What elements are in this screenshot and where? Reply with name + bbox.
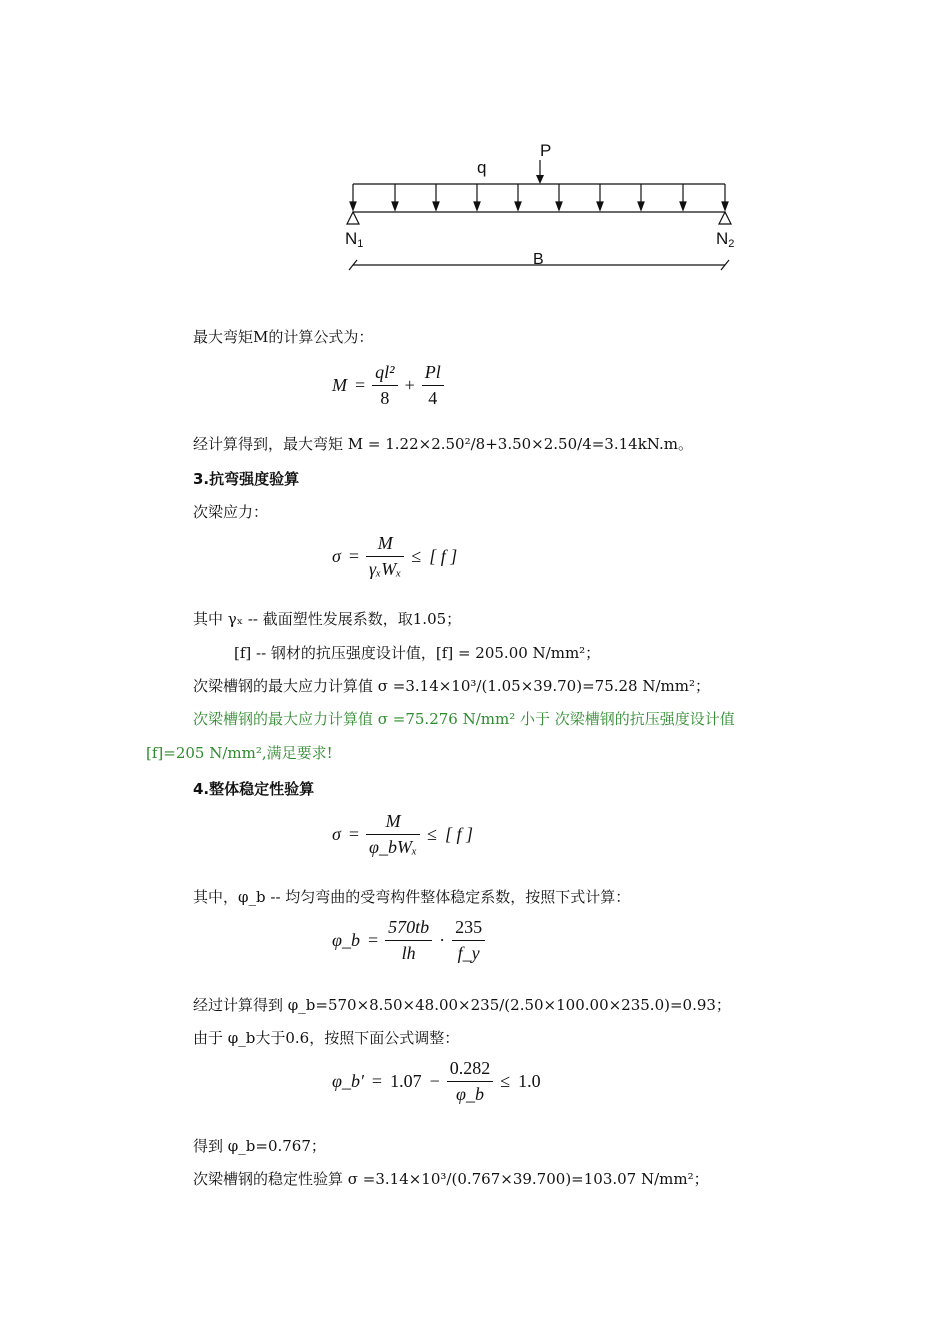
- load-arrow-head: [556, 202, 562, 210]
- load-arrow-head: [433, 202, 439, 210]
- gamma-definition: 其中 γₓ -- 截面塑性发展系数，取1.05；: [193, 610, 462, 628]
- max-stress-calc: 次梁槽钢的最大应力计算值 σ =3.14×10³/(1.05×39.70)=75.28 N/mm²；: [193, 677, 710, 695]
- load-arrow-head: [474, 202, 480, 210]
- stress-intro: 次梁应力：: [193, 503, 269, 521]
- phi-adjust-note: 由于 φ_b大于0.6，按照下面公式调整：: [193, 1029, 460, 1047]
- load-arrow-head: [638, 202, 644, 210]
- stability-calc: 次梁槽钢的稳定性验算 σ =3.14×10³/(0.767×39.700)=103.07 N/mm²；: [193, 1170, 709, 1188]
- phi-adjust-formula: φ_b′ = 1.07 − $\frac{0.282}{\varphi\_b}$ ≤ 1.0: [332, 1058, 541, 1104]
- beam-load-diagram: [0, 0, 950, 290]
- load-arrow-head: [597, 202, 603, 210]
- moment-formula-intro: 最大弯矩M的计算公式为：: [193, 328, 374, 346]
- load-p-label: P: [540, 141, 552, 160]
- load-arrow-head: [722, 202, 728, 210]
- stress-check-result: 次梁槽钢的最大应力计算值 σ =75.276 N/mm² 小于 次梁槽钢的抗压强度设计值: [193, 710, 735, 728]
- support-n1-label: N1: [345, 229, 364, 250]
- phi-definition: 其中，φ_b -- 均匀弯曲的受弯构件整体稳定系数，按照下式计算：: [193, 888, 631, 906]
- section-4-heading: 4.整体稳定性验算: [193, 780, 315, 798]
- stress-check-conclusion: [f]=205 N/mm²,满足要求!: [146, 744, 333, 762]
- load-q-label: q: [477, 158, 487, 177]
- phi-calc: 经过计算得到 φ_b=570×8.50×48.00×235/(2.50×100.00×235.0)=0.93；: [193, 996, 731, 1014]
- moment-formula: M = $\frac{\text{ql²}}{8}$ + $\frac{Pl}{4}$: [328, 362, 447, 409]
- moment-result: 经计算得到，最大弯矩 M = 1.22×2.50²/8+3.50×2.50/4=3.14kN.m。: [193, 435, 693, 453]
- phi-formula: φ_b = $\frac{570tb}{lh}$ · $\frac{235}{f\_y}$: [328, 917, 488, 964]
- span-b-label: B: [533, 251, 544, 268]
- support-n2-label: N2: [716, 229, 735, 250]
- load-arrow-head: [680, 202, 686, 210]
- load-arrow-head: [350, 202, 356, 210]
- right-support-icon: [719, 212, 731, 224]
- f-definition: [f] -- 钢材的抗压强度设计值，[f] = 205.00 N/mm²；: [234, 644, 601, 662]
- phi-result: 得到 φ_b=0.767；: [193, 1137, 326, 1155]
- stability-formula: σ = $\frac{M}{\text{φ\_bWₓ}}$ ≤ [ f ]: [332, 811, 474, 857]
- load-arrow-head: [392, 202, 398, 210]
- load-arrow-head: [515, 202, 521, 210]
- section-3-heading: 3.抗弯强度验算: [193, 470, 300, 488]
- left-support-icon: [347, 212, 359, 224]
- stress-formula: σ = $\frac{M}{\text{γₓWₓ}}$ ≤ [ f ]: [332, 533, 458, 579]
